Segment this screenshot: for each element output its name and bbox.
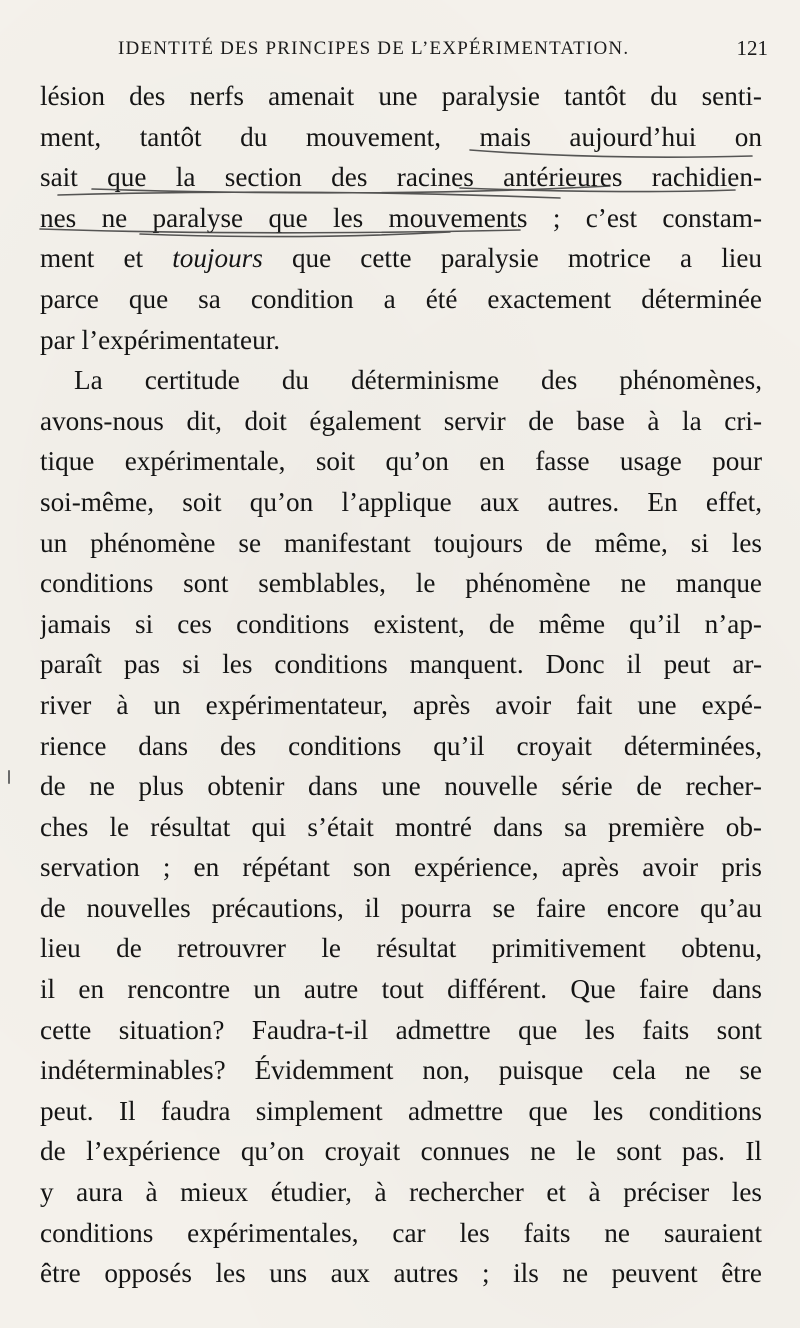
text-line: La certitude du déterminisme des phénomènes, bbox=[74, 365, 762, 396]
text-line: parce que sa condition a été exactement déterminée bbox=[40, 283, 762, 314]
page-number: 121 bbox=[736, 36, 768, 60]
running-head bbox=[40, 30, 768, 70]
text-line: de ne plus obtenir dans une nouvelle série de recher- bbox=[40, 771, 762, 802]
text-line: soi-même, soit qu’on l’applique aux autres. En effet, bbox=[40, 486, 762, 517]
text-line: cette situation? Faudra-t-il admettre que les faits sont bbox=[40, 1014, 762, 1045]
text-line: conditions sont semblables, le phénomène ne manque bbox=[40, 568, 762, 599]
text-line: nes ne paralyse que les mouvements ; c’est constam- bbox=[40, 202, 762, 233]
text-line: ment, tantôt du mouvement, mais aujourd’hui on bbox=[40, 121, 762, 152]
text-line: river à un expérimentateur, après avoir fait une expé- bbox=[40, 689, 762, 720]
text-line: être opposés les uns aux autres ; ils ne peuvent être bbox=[40, 1258, 762, 1289]
text-line: de l’expérience qu’on croyait connues ne le sont pas. Il bbox=[40, 1136, 762, 1167]
text-run: ment et bbox=[40, 243, 173, 274]
body-text bbox=[40, 76, 762, 1294]
text-line: de nouvelles précautions, il pourra se faire encore qu’au bbox=[40, 892, 762, 923]
text-run: que cette paralysie motrice a lieu bbox=[262, 243, 762, 274]
text-line: jamais si ces conditions existent, de même qu’il n’ap- bbox=[40, 608, 762, 639]
text-line: avons-nous dit, doit également servir de base à la cri- bbox=[40, 405, 762, 436]
text-line: indéterminables? Évidemment non, puisque cela ne se bbox=[40, 1055, 762, 1086]
text-line: ches le résultat qui s’était montré dans sa première ob- bbox=[40, 811, 762, 842]
text-line: un phénomène se manifestant toujours de même, si les bbox=[40, 527, 762, 558]
text-line: par l’expérimentateur. bbox=[40, 324, 281, 355]
text-line: paraît pas si les conditions manquent. Donc il peut ar- bbox=[40, 649, 762, 680]
text-line: tique expérimentale, soit qu’on en fasse usage pour bbox=[40, 446, 762, 477]
running-title: IDENTITÉ DES PRINCIPES DE L’EXPÉRIMENTATION. bbox=[118, 38, 630, 59]
text-line: rience dans des conditions qu’il croyait déterminées, bbox=[40, 730, 762, 761]
italic-emphasis: toujours bbox=[172, 243, 263, 274]
text-line bbox=[40, 238, 762, 279]
text-line: sait que la section des racines antérieures rachidien- bbox=[40, 162, 762, 193]
margin-mark bbox=[8, 770, 10, 784]
text-line: y aura à mieux étudier, à rechercher et à préciser les bbox=[40, 1177, 762, 1208]
text-line: conditions expérimentales, car les faits ne sauraient bbox=[40, 1217, 762, 1248]
text-line: lieu de retrouvrer le résultat primitivement obtenu, bbox=[40, 933, 762, 964]
text-line: peut. Il faudra simplement admettre que les conditions bbox=[40, 1095, 762, 1126]
text-line: lésion des nerfs amenait une paralysie tantôt du senti- bbox=[40, 81, 762, 111]
text-line: servation ; en répétant son expérience, après avoir pris bbox=[40, 852, 762, 883]
text-line: il en rencontre un autre tout différent. Que faire dans bbox=[40, 974, 762, 1005]
